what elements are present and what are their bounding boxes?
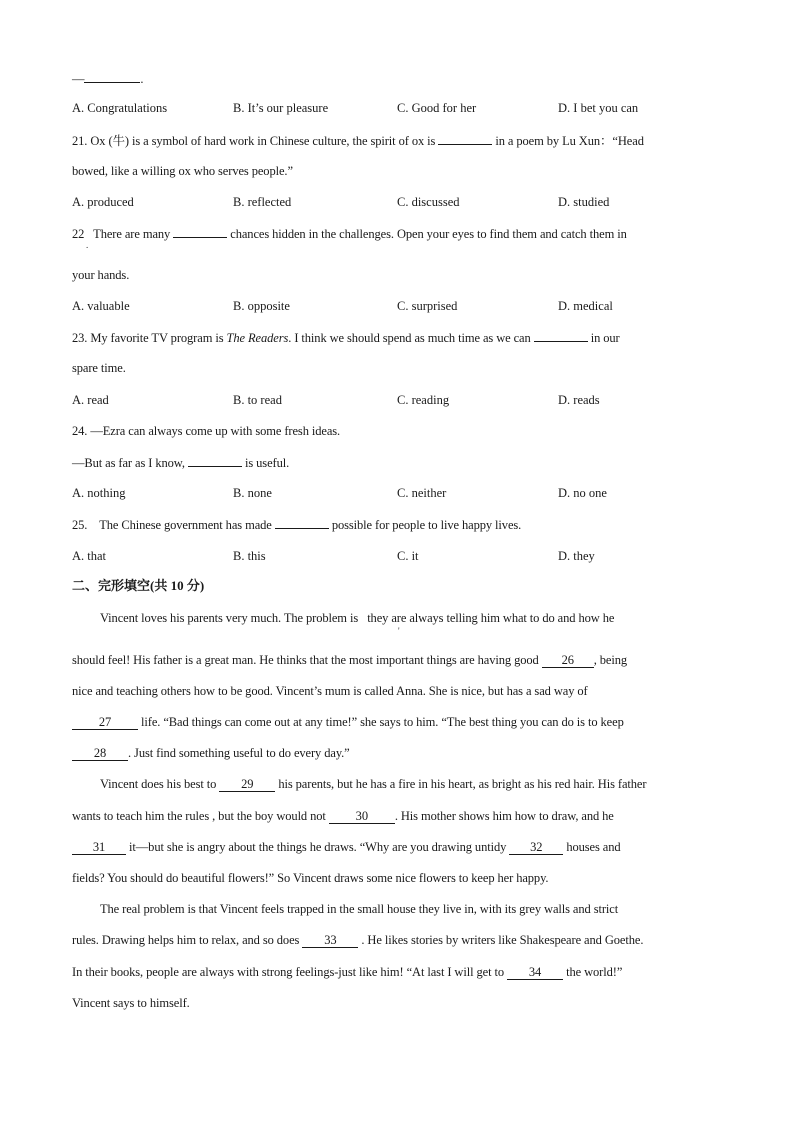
q23-option-c[interactable]: C. reading [397,393,450,407]
passage-p2-line2 [72,808,614,824]
q25-option-c[interactable]: C. it [397,549,419,563]
passage-p2-line1 [100,776,646,792]
q25-stem-line1 [72,516,521,533]
passage-p3-line4: Vincent says to himself. [72,996,190,1010]
passage-text: Vincent loves his parents very much. The problem is [100,611,359,625]
q20-option-d[interactable]: D. I bet you can [558,101,639,115]
passage-p2-line3 [72,839,621,855]
passage-text: they are always telling him what to do and how he [367,611,615,625]
passage-text: should feel! His father is a great man. He thinks that the most important things are having good [72,653,539,667]
blank-29[interactable]: 29 [219,777,275,792]
period: . [140,72,144,86]
blank-34[interactable]: 34 [507,965,563,980]
passage-text: it—but she is angry about the things he draws. “Why are you drawing untidy [129,840,507,854]
q25-text: 25. The Chinese government has made [72,518,272,532]
q22-option-d[interactable]: D. medical [558,299,613,313]
passage-text: . His mother shows him how to draw, and he [394,809,614,823]
q22-stem-line2: your hands. [72,268,130,282]
q23-option-b[interactable]: B. to read [233,393,282,407]
passage-text: wants to teach him the rules , but the boy would not [72,809,326,823]
passage-text: rules. Drawing helps him to relax, and so does [72,933,300,947]
q21-option-b[interactable]: B. reflected [233,195,292,209]
answer-blank[interactable] [534,329,588,342]
answer-blank[interactable] [438,132,492,145]
passage-text: . Just find something useful to do every day.” [128,746,350,760]
q21-stem-line2: bowed, like a willing ox who serves people.” [72,164,293,178]
program-title: The Readers [226,331,289,345]
answer-blank[interactable] [173,225,227,238]
passage-text: his parents, but he has a fire in his heart, as bright as his red hair. His father [278,777,647,791]
q25-option-d[interactable]: D. they [558,549,595,563]
q24-text: is useful. [245,456,290,470]
q25-text: possible for people to live happy lives. [331,518,522,532]
blank-31[interactable]: 31 [72,840,126,855]
q22-text: There are many [93,227,171,241]
q20-option-c[interactable]: C. Good for her [397,101,477,115]
passage-p3-line1: The real problem is that Vincent feels trapped in the small house they live in, with its grey walls and strict [100,902,619,916]
q22-option-c[interactable]: C. surprised [397,299,458,313]
q24-stem-line1: 24. —Ezra can always come up with some fresh ideas. [72,424,341,438]
passage-p1-line1 [100,610,614,626]
q20-answer-line [72,70,143,87]
passage-p2-line4: fields? You should do beautiful flowers!” So Vincent draws some nice flowers to keep her happy. [72,871,549,885]
blank-26[interactable]: 26 [542,653,594,668]
q20-option-a[interactable]: A. Congratulations [72,101,168,115]
answer-blank[interactable] [84,70,140,83]
passage-p1-line5 [72,745,350,761]
passage-text: , being [593,653,628,667]
q23-text: in our [590,331,620,345]
q23-text: . I think we should spend as much time as we can [288,331,531,345]
q24-option-b[interactable]: B. none [233,486,272,500]
passage-p1-line4 [72,714,624,730]
q24-text: —But as far as I know, [72,456,185,470]
q21-text: 21. Ox (牛) is a symbol of hard work in Chinese culture, the spirit of ox is [72,134,436,148]
q24-option-c[interactable]: C. neither [397,486,447,500]
q22-number: 22 [72,227,85,241]
q21-option-a[interactable]: A. produced [72,195,134,209]
q23-option-a[interactable]: A. read [72,393,109,407]
passage-p3-line2 [72,932,643,948]
section-heading: 二、完形填空(共 10 分) [72,578,205,593]
q21-stem-line1 [72,132,644,149]
q22-option-a[interactable]: A. valuable [72,299,130,313]
q25-option-a[interactable]: A. that [72,549,107,563]
q23-option-d[interactable]: D. reads [558,393,600,407]
passage-text: houses and [566,840,621,854]
passage-text: . He likes stories by writers like Shakespeare and Goethe. [361,933,644,947]
q21-option-c[interactable]: C. discussed [397,195,460,209]
passage-text: Vincent does his best to [100,777,217,791]
q23-stem-line2: spare time. [72,361,126,375]
answer-blank[interactable] [275,516,329,529]
q22-option-b[interactable]: B. opposite [233,299,290,313]
q21-option-d[interactable]: D. studied [558,195,610,209]
blank-30[interactable]: 30 [329,809,395,824]
tick-mark: ' [398,626,400,636]
blank-33[interactable]: 33 [302,933,358,948]
dot-mark: . [86,240,89,250]
blank-27[interactable]: 27 [72,715,138,730]
q24-option-d[interactable]: D. no one [558,486,607,500]
q22-stem-line1 [72,225,627,242]
q24-stem-line2 [72,454,289,471]
q20-option-b[interactable]: B. It’s our pleasure [233,101,329,115]
q21-text: in a poem by Lu Xun：“Head [495,134,644,148]
blank-32[interactable]: 32 [509,840,563,855]
q23-text: 23. My favorite TV program is [72,331,224,345]
q24-option-a[interactable]: A. nothing [72,486,126,500]
answer-blank[interactable] [188,454,242,467]
passage-text: the world!” [566,965,623,979]
passage-text: In their books, people are always with strong feelings-just like him! “At last I will get to [72,965,505,979]
q25-option-b[interactable]: B. this [233,549,266,563]
q22-text: chances hidden in the challenges. Open your eyes to find them and catch them in [230,227,627,241]
passage-p1-line2 [72,652,627,668]
passage-p3-line3 [72,964,622,980]
dash: — [72,72,85,86]
passage-p1-line3: nice and teaching others how to be good. Vincent’s mum is called Anna. She is nice, but has a sad way of [72,684,588,698]
passage-text: life. “Bad things can come out at any time!” she says to him. “The best thing you can do is to keep [141,715,624,729]
q23-stem-line1 [72,329,620,346]
blank-28[interactable]: 28 [72,746,128,761]
